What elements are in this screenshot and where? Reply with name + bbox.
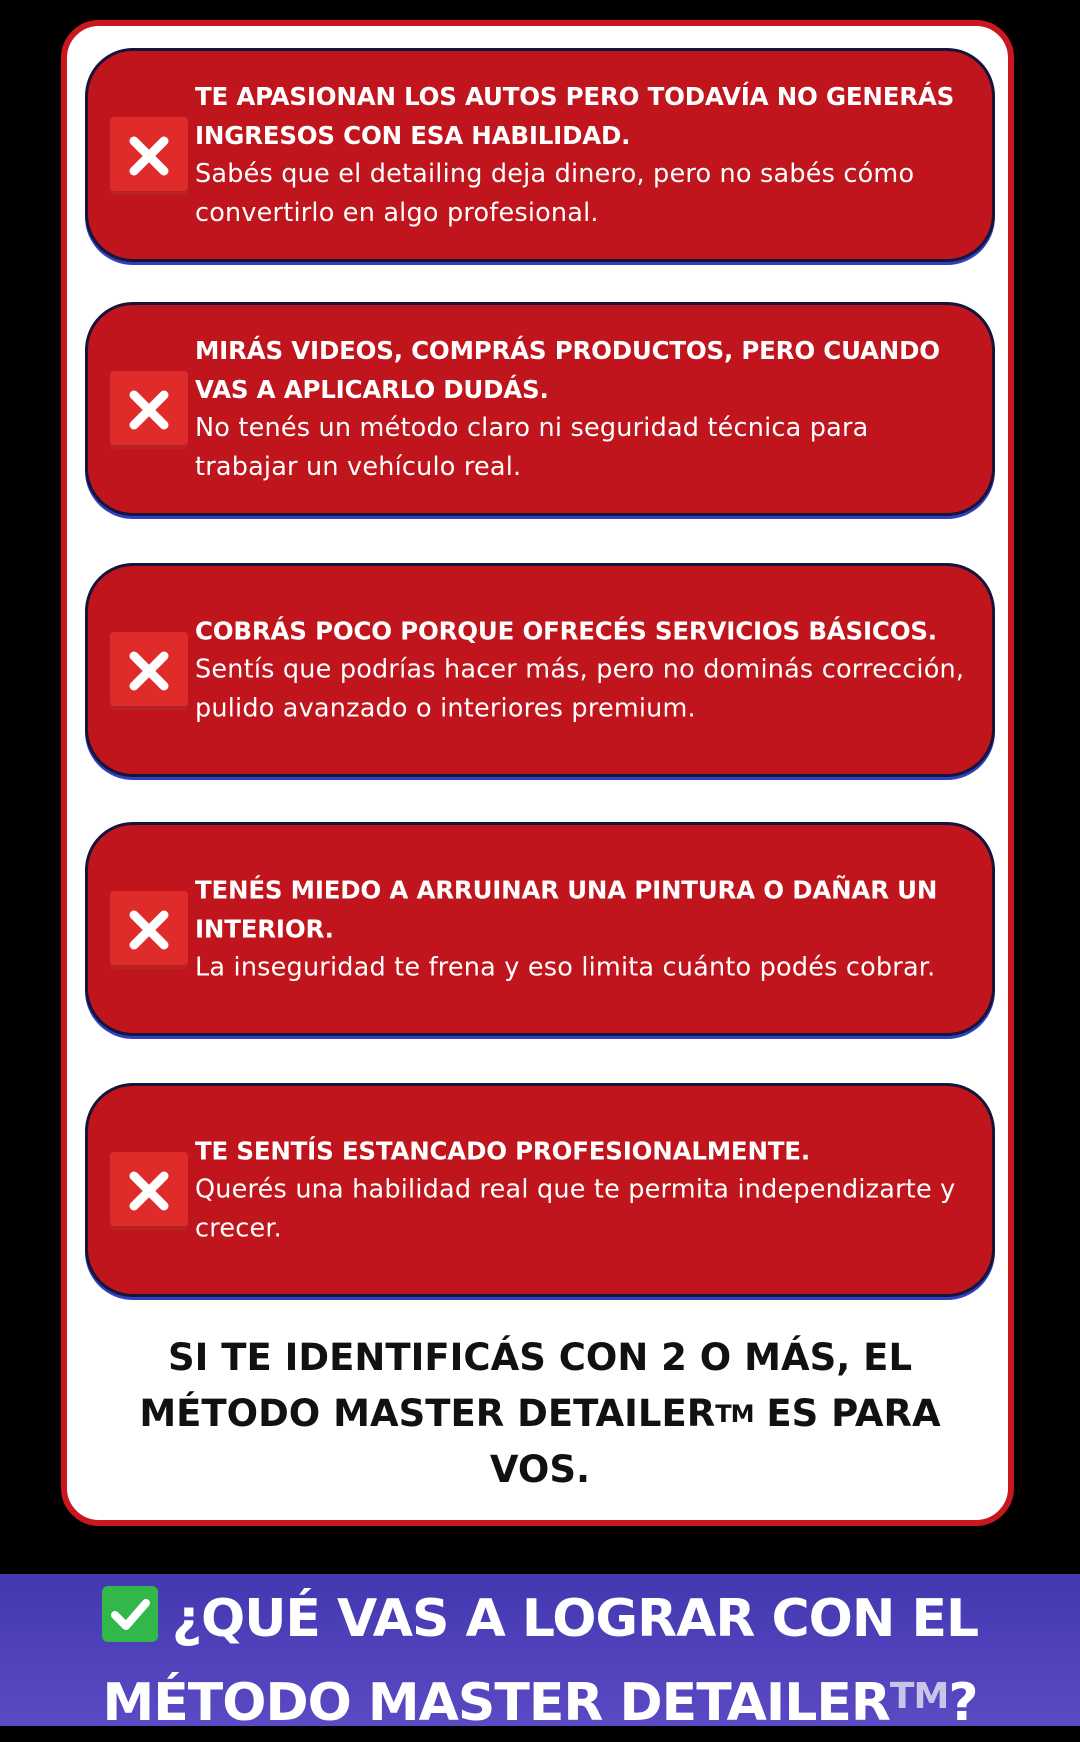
pain-point-description: Querés una habilidad real que te permita independizarte y crecer. [195, 1174, 956, 1244]
pain-point-card-3 [85, 563, 995, 777]
pain-point-card-4 [85, 822, 995, 1036]
section-heading-text-a: ¿QUÉ VAS A LOGRAR CON EL MÉTODO MASTER DETAILER [102, 1589, 979, 1733]
section-banner [0, 1574, 1080, 1733]
pain-point-title: COBRÁS POCO PORQUE OFRECÉS SERVICIOS BÁSICOS. [195, 616, 937, 646]
pain-point-card-1 [85, 48, 995, 262]
closing-text-b: ES PARA VOS. [489, 1392, 941, 1491]
pain-point-title: MIRÁS VIDEOS, COMPRÁS PRODUCTOS, PERO CUANDO VAS A APLICARLO DUDÁS. [195, 336, 940, 404]
x-mark-icon [110, 891, 188, 969]
pain-point-text-1 [195, 77, 976, 233]
closing-text-a: SI TE IDENTIFICÁS CON 2 O MÁS, EL MÉTODO MASTER DETAILER [139, 1336, 913, 1435]
pain-point-card-2 [85, 302, 995, 516]
x-mark-icon [110, 371, 188, 449]
x-mark-icon [110, 1152, 188, 1230]
pain-point-description: No tenés un método claro ni seguridad técnica para trabajar un vehículo real. [195, 413, 869, 482]
closing-statement [95, 1330, 985, 1498]
x-mark-icon [110, 117, 188, 195]
pain-point-text-2 [195, 331, 976, 487]
pain-point-text-3 [195, 612, 976, 729]
pain-point-description: La inseguridad te frena y eso limita cuánto podés cobrar. [195, 952, 936, 983]
pain-point-text-4 [195, 871, 976, 988]
section-heading-text-b: ? [948, 1673, 978, 1733]
pain-point-description: Sentís que podrías hacer más, pero no dominás corrección, pulido avanzado o interiores premium. [195, 654, 965, 724]
pain-point-title: TENÉS MIEDO A ARRUINAR UNA PINTURA O DAÑAR UN INTERIOR. [195, 875, 938, 944]
pain-point-text-5 [195, 1132, 976, 1249]
x-mark-icon [110, 632, 188, 710]
pain-point-title: TE SENTÍS ESTANCADO PROFESIONALMENTE. [195, 1136, 810, 1166]
check-mark-icon [102, 1586, 158, 1642]
pain-point-card-5 [85, 1083, 995, 1297]
pain-point-title: TE APASIONAN LOS AUTOS PERO TODAVÍA NO GENERÁS INGRESOS CON ESA HABILIDAD. [195, 82, 955, 150]
trademark-mark: TM [715, 1400, 754, 1428]
section-heading [0, 1580, 1080, 1742]
trademark-mark: TM [889, 1676, 949, 1717]
pain-point-description: Sabés que el detailing deja dinero, pero no sabés cómo convertirlo en algo profesional. [195, 159, 915, 228]
